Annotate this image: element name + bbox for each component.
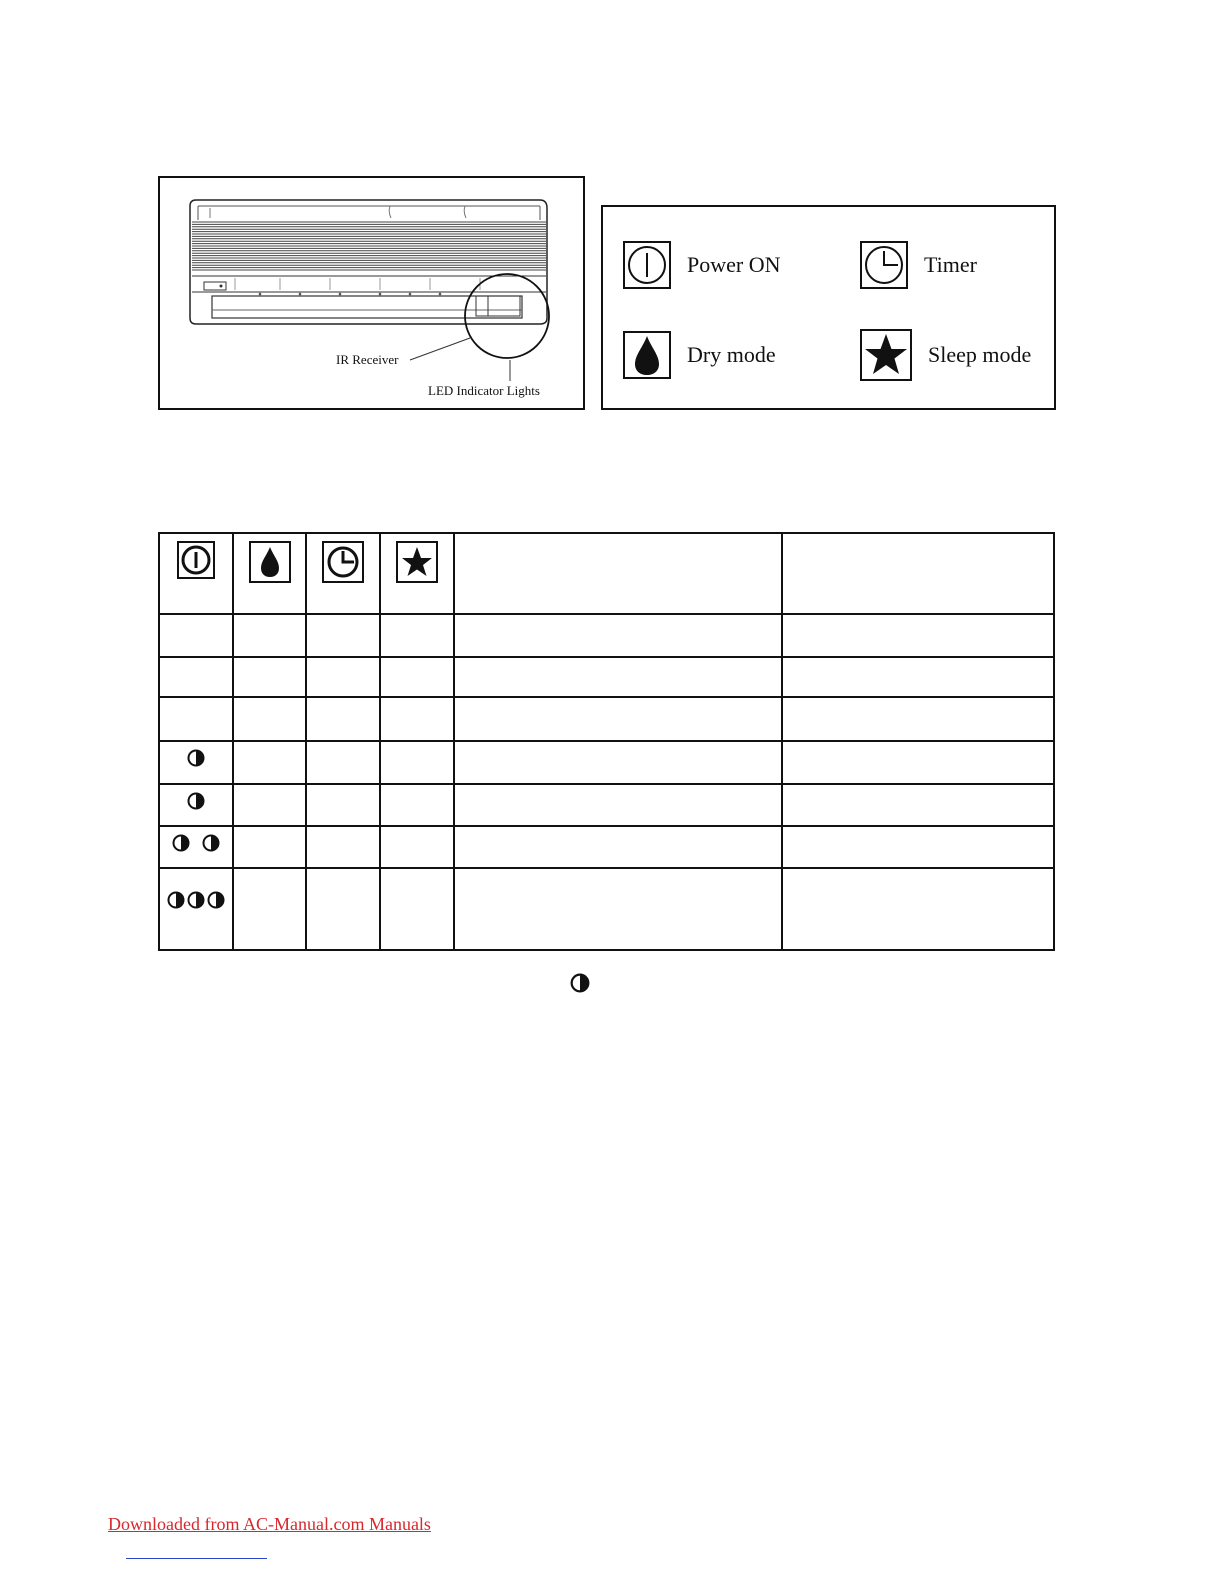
header-cell-dry bbox=[233, 533, 306, 614]
timer-icon bbox=[322, 541, 364, 583]
blinking-led-icon bbox=[570, 973, 590, 993]
blink-indicator bbox=[160, 749, 232, 767]
header-cell-sleep bbox=[380, 533, 454, 614]
header-cell-remark bbox=[782, 533, 1054, 614]
timer-icon bbox=[860, 241, 908, 289]
blinking-led-icon bbox=[187, 792, 205, 810]
star-icon bbox=[396, 541, 438, 583]
blinking-led-icon bbox=[202, 834, 220, 852]
legend-label-dry: Dry mode bbox=[687, 342, 776, 367]
footer-download-link[interactable]: Downloaded from AC-Manual.com Manuals bbox=[108, 1514, 431, 1534]
legend-label-sleep: Sleep mode bbox=[928, 342, 1032, 367]
blinking-led-icon bbox=[167, 891, 185, 909]
blinking-led-icon bbox=[172, 834, 190, 852]
table-row bbox=[159, 697, 1054, 741]
header-cell-power bbox=[159, 533, 233, 614]
indoor-unit-figure bbox=[158, 176, 585, 410]
legend-label-timer: Timer bbox=[924, 252, 977, 277]
blink-indicator bbox=[160, 792, 232, 810]
ir-receiver-label: IR Receiver bbox=[336, 352, 399, 367]
led-legend bbox=[601, 205, 1056, 410]
legend-item-sleep bbox=[860, 329, 1031, 381]
table-row bbox=[159, 784, 1054, 826]
table-row bbox=[159, 826, 1054, 868]
blinking-led-icon bbox=[187, 891, 205, 909]
table-row bbox=[159, 741, 1054, 784]
star-icon bbox=[860, 329, 912, 381]
table-row bbox=[159, 614, 1054, 657]
power-icon bbox=[177, 541, 215, 579]
header-cell-condition bbox=[454, 533, 782, 614]
legend-item-dry bbox=[623, 331, 776, 379]
blink-indicator bbox=[160, 891, 232, 909]
drop-icon bbox=[249, 541, 291, 583]
blinking-led-icon bbox=[207, 891, 225, 909]
blinking-led-icon bbox=[187, 749, 205, 767]
table-row bbox=[159, 868, 1054, 950]
legend-item-power bbox=[623, 241, 781, 289]
indoor-unit-drawing bbox=[160, 178, 587, 412]
led-status-table bbox=[158, 532, 1055, 951]
drop-icon bbox=[623, 331, 671, 379]
header-cell-timer bbox=[306, 533, 380, 614]
led-indicator-label: LED Indicator Lights bbox=[428, 383, 540, 398]
table-row bbox=[159, 657, 1054, 697]
power-icon bbox=[623, 241, 671, 289]
footer-divider bbox=[126, 1558, 267, 1559]
legend-label-power: Power ON bbox=[687, 252, 781, 277]
blink-indicator bbox=[160, 834, 232, 852]
table-header-row bbox=[159, 533, 1054, 614]
legend-item-timer bbox=[860, 241, 977, 289]
